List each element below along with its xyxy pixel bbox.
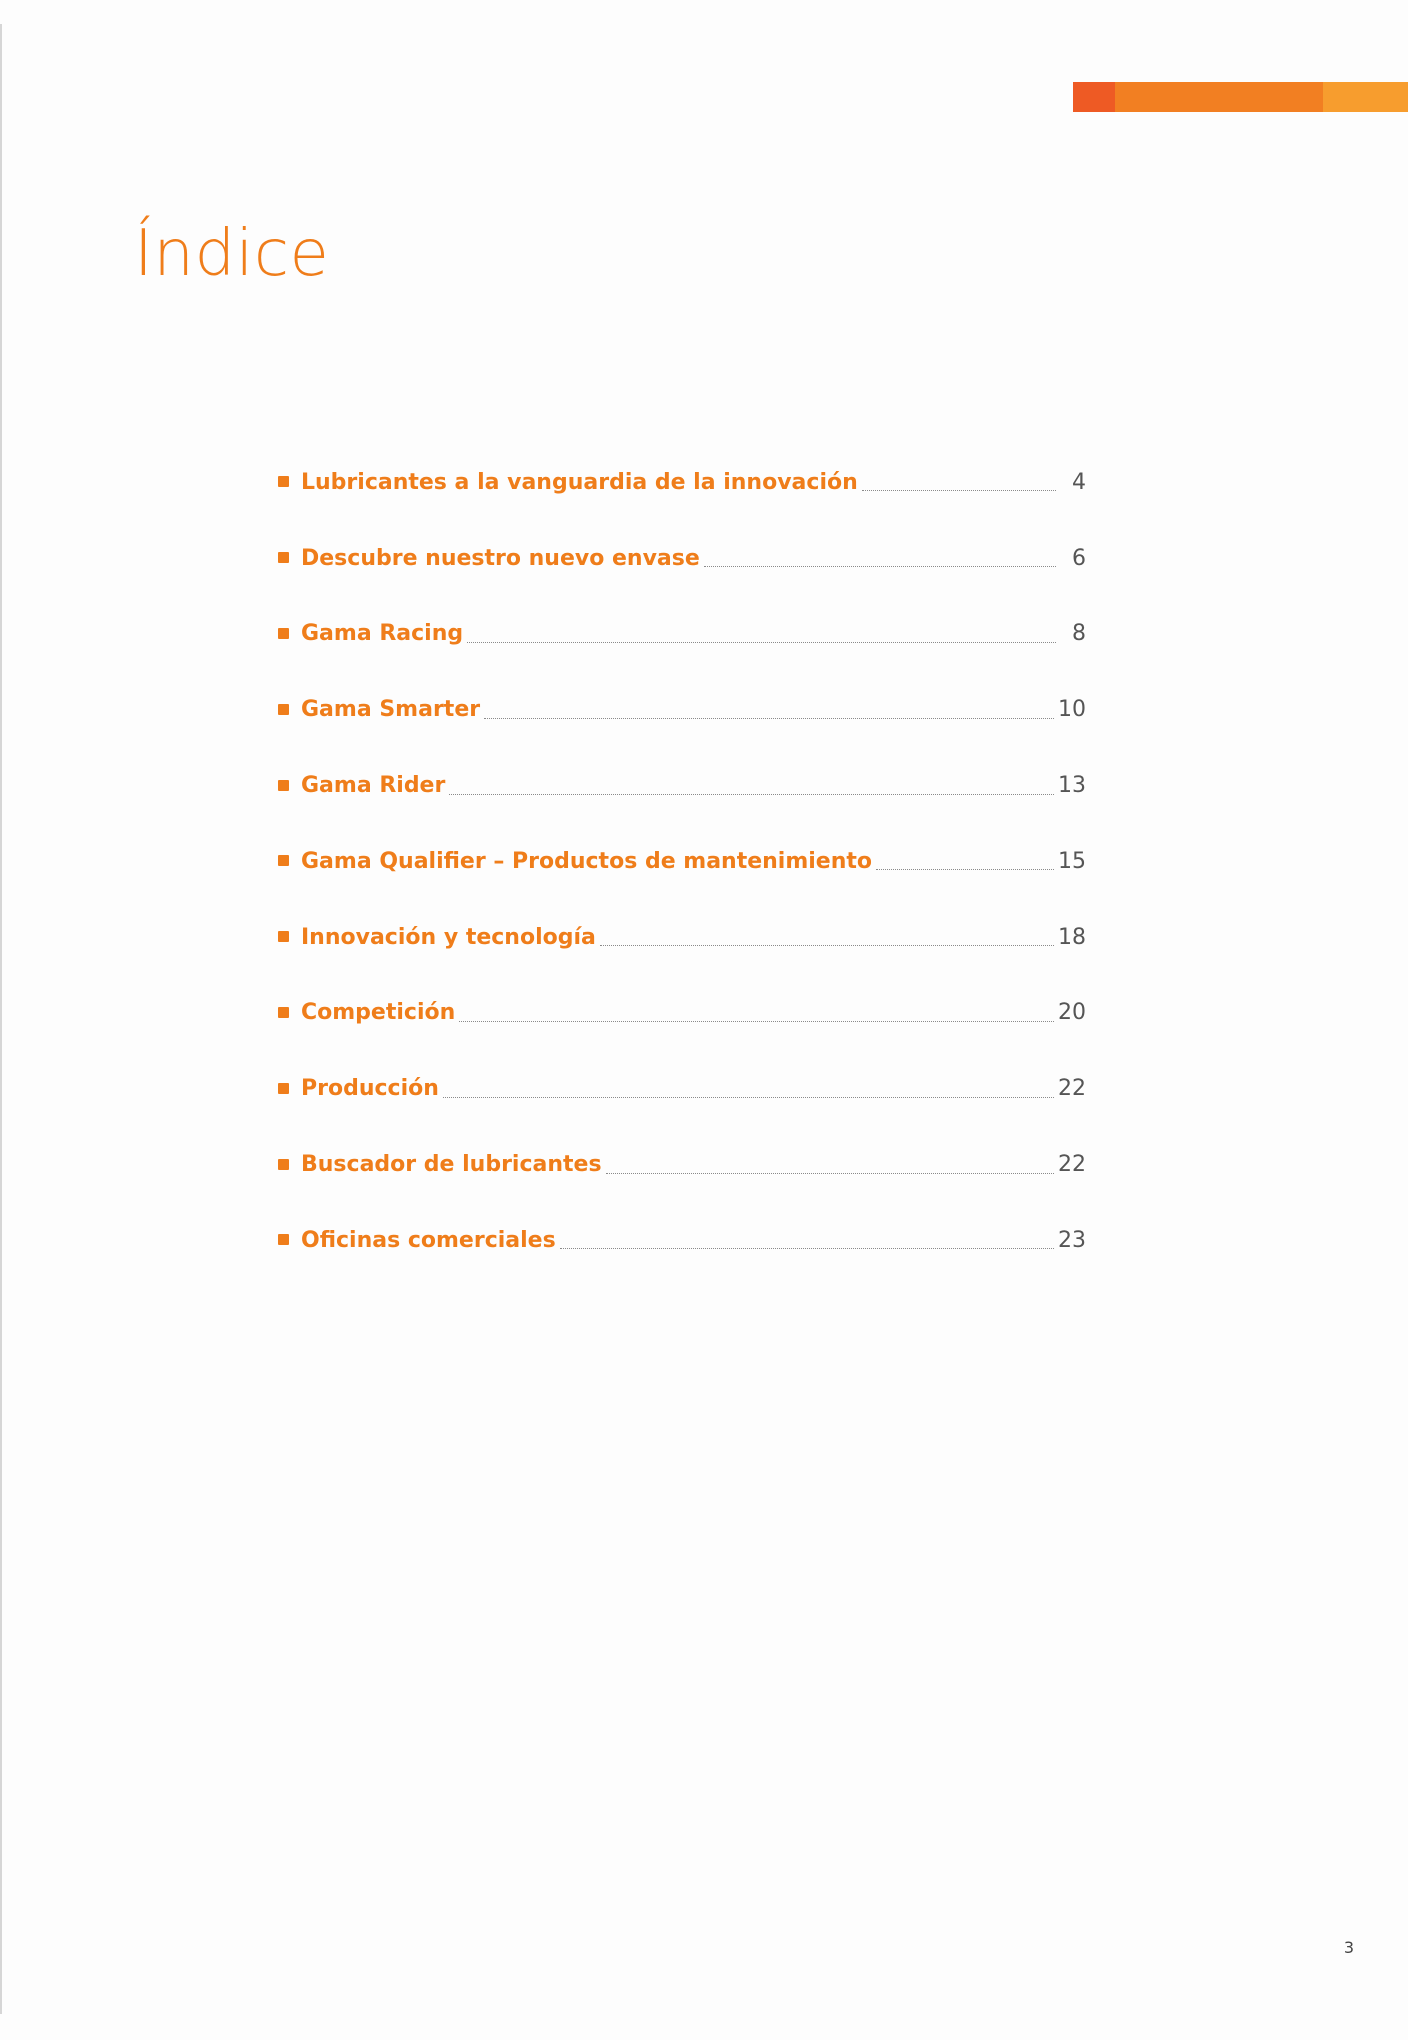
dot-leader — [449, 794, 1054, 795]
brand-bar-segment — [1323, 82, 1408, 112]
toc-entry-page: 6 — [1072, 545, 1086, 571]
toc-entry[interactable] — [278, 1203, 1086, 1279]
dot-leader — [862, 490, 1056, 491]
toc-entry-label: Gama Rider — [301, 773, 446, 799]
toc-entry-page: 13 — [1058, 773, 1086, 799]
toc-entry[interactable] — [278, 900, 1086, 976]
toc-entry-label: Lubricantes a la vanguardia de la innovación — [301, 469, 858, 495]
brand-color-bar — [1073, 82, 1408, 112]
toc-entry-page: 10 — [1058, 697, 1086, 723]
dot-leader — [467, 642, 1056, 643]
toc-entry-label: Buscador de lubricantes — [301, 1152, 602, 1178]
page-title: Índice — [134, 217, 330, 291]
square-bullet-icon — [278, 476, 289, 487]
dot-leader — [459, 1021, 1054, 1022]
toc-entry-page: 23 — [1058, 1227, 1086, 1253]
toc-entry-label: Competición — [301, 1000, 456, 1026]
toc-entry-label: Gama Smarter — [301, 697, 481, 723]
toc-entry[interactable] — [278, 1127, 1086, 1203]
toc-entry-label: Descubre nuestro nuevo envase — [301, 545, 700, 571]
toc-entry[interactable] — [278, 976, 1086, 1052]
dot-leader — [606, 1173, 1054, 1174]
toc-entry-label: Oficinas comerciales — [301, 1227, 556, 1253]
square-bullet-icon — [278, 704, 289, 715]
square-bullet-icon — [278, 628, 289, 639]
square-bullet-icon — [278, 1234, 289, 1245]
toc-entry[interactable] — [278, 1051, 1086, 1127]
dot-leader — [704, 566, 1056, 567]
page-number: 3 — [1343, 1938, 1354, 1957]
toc-entry-page: 18 — [1058, 924, 1086, 950]
dot-leader — [443, 1097, 1054, 1098]
toc-entry[interactable] — [278, 597, 1086, 673]
square-bullet-icon — [278, 780, 289, 791]
toc-entry-label: Gama Racing — [301, 621, 464, 647]
toc-entry-label: Gama Qualifier – Productos de mantenimiento — [301, 848, 873, 874]
square-bullet-icon — [278, 1083, 289, 1094]
brand-bar-segment — [1073, 82, 1115, 112]
toc-entry-label: Innovación y tecnología — [301, 924, 596, 950]
toc-entry-page: 8 — [1072, 621, 1086, 647]
toc-entry-page: 22 — [1058, 1152, 1086, 1178]
dot-leader — [560, 1248, 1054, 1249]
dot-leader — [484, 718, 1054, 719]
toc-entry-page: 20 — [1058, 1000, 1086, 1026]
left-margin-rule — [0, 24, 2, 2014]
square-bullet-icon — [278, 1007, 289, 1018]
square-bullet-icon — [278, 855, 289, 866]
table-of-contents — [278, 445, 1086, 1279]
square-bullet-icon — [278, 1159, 289, 1170]
dot-leader — [600, 945, 1054, 946]
square-bullet-icon — [278, 552, 289, 563]
toc-entry-page: 22 — [1058, 1076, 1086, 1102]
dot-leader — [876, 869, 1054, 870]
square-bullet-icon — [278, 931, 289, 942]
toc-entry[interactable] — [278, 521, 1086, 597]
toc-entry[interactable] — [278, 672, 1086, 748]
toc-entry[interactable] — [278, 445, 1086, 521]
toc-entry-page: 4 — [1072, 469, 1086, 495]
brand-bar-segment — [1115, 82, 1323, 112]
toc-entry[interactable] — [278, 824, 1086, 900]
toc-entry-page: 15 — [1058, 848, 1086, 874]
toc-entry-label: Producción — [301, 1076, 439, 1102]
toc-entry[interactable] — [278, 748, 1086, 824]
